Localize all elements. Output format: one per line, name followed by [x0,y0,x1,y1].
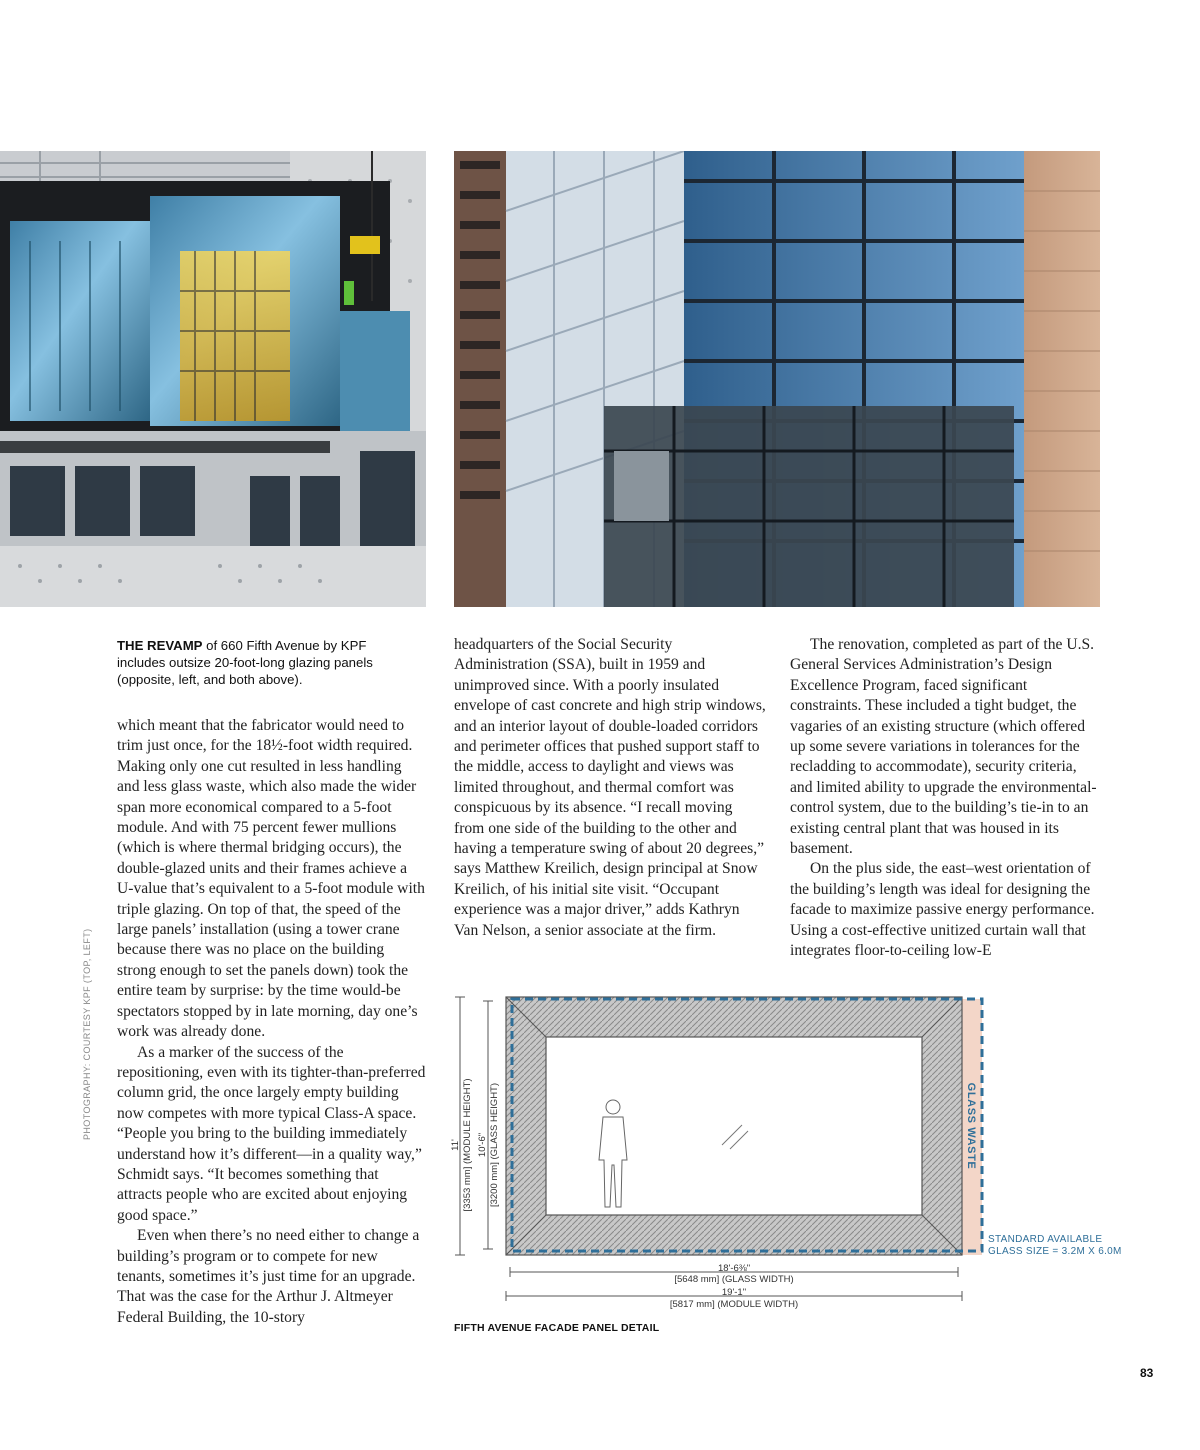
paragraph: headquarters of the Social Security Administration (SSA), built in 1959 and unimproved since. With a poorly insulated envelope of cast concrete and high strip windows, and an interior layout of double-loaded corridors and perimeter offices that pushed support staff to the middle, access to daylight and views was limited throughout, and thermal comfort was conspicuous by its absence. “I recall moving from one side of the building to the other and having a temperature swing of about 20 degrees,” says Matthew Kreilich, design principal at Snow Kreilich, of his initial site visit. “Occupant experience was a major driver,” adds Kathryn Van Nelson, a senior associate at the firm. [454,636,766,939]
photo-caption [117,637,417,688]
glass-height-mm: [3200 mm] (GLASS HEIGHT) [489,1082,500,1208]
module-height-mm: [3353 mm] (MODULE HEIGHT) [462,1078,473,1212]
paragraph: which meant that the fabricator would need to trim just once, for the 18½-foot width required. Making only one cut resulted in less handling and less glass waste, which also made the wider span more economical compared to a 5-foot module. And with 75 percent fewer mullions (which is where thermal bridging occurs), the double-glazed units and their frames achieve a U-value that’s equivalent to a 5-foot module with triple glazing. On top of that, the speed of the large panels’ installation (using a tower crane because there was no place on the building strong enough to set the panels down) took the entire team by surprise: by the time would-be spectators stopped by in late morning, day one’s work was already done. [117,717,425,1041]
standard-size-line2: GLASS SIZE = 3.2M X 6.0M [988,1246,1122,1257]
standard-size-line1: STANDARD AVAILABLE [988,1234,1103,1245]
photo-credit: PHOTOGRAPHY: COURTESY KPF (TOP, LEFT) [82,928,92,1140]
diagram-title: FIFTH AVENUE FACADE PANEL DETAIL [454,1322,660,1334]
caption-lead: THE REVAMP [117,638,203,653]
text-column-right [790,635,1102,962]
text-column-middle [454,635,766,941]
module-width-mm: [5817 mm] (MODULE WIDTH) [669,1299,799,1310]
glass-height-ft: 10'-6" [477,1132,488,1158]
building-photo-left [0,151,426,607]
glass-width-mm: [5648 mm] (GLASS WIDTH) [674,1274,794,1285]
module-height-ft: 11' [450,1139,461,1151]
paragraph: As a marker of the success of the repositioning, even with its tighter-than-preferred column grid, the once largely empty building now competes with more typical Class-A space. “People you bring to the building immediately understand how it’s different—in a quality way,” Schmidt says. “It becomes something that attracts people who are excited about enjoying good space.” [117,1043,426,1224]
glass-width-ft: 18'-6⅜" [717,1263,751,1274]
facade-panel-diagram [440,985,1160,1315]
building-photo-right [454,151,1100,607]
paragraph: The renovation, completed as part of the U.S. General Services Administration’s Design Excellence Program, faced significant constraints. These included a tight budget, the vagaries of an existing structure (which offered up some severe variations in tolerances for the recladding to accommodate), security criteria, and limited ability to upgrade the environmental-control system, due to the building’s tie-in to an existing central plant that was housed in its basement. [790,636,1097,858]
paragraph: Even when there’s no need either to change a building’s program or to compete for new tenants, sometimes it’s just time for an upgrade. That was the case for the Arthur J. Altmeyer Federal Building, the 10-story [117,1227,420,1326]
module-width-ft: 19'-1" [721,1287,747,1298]
text-column-left [117,716,427,1328]
glass-waste-label: GLASS WASTE [965,1082,977,1170]
page-number: 83 [1140,1366,1154,1380]
paragraph: On the plus side, the east–west orientation of the building’s length was ideal for designing the facade to maximize passive energy performance. Using a cost-effective unitized curtain wall that integrates floor-to-ceiling low-E [790,860,1095,960]
caption-text: of 660 Fifth Avenue by KPF includes outsize 20-foot-long glazing panels (opposite, left, and both above). [117,638,373,687]
